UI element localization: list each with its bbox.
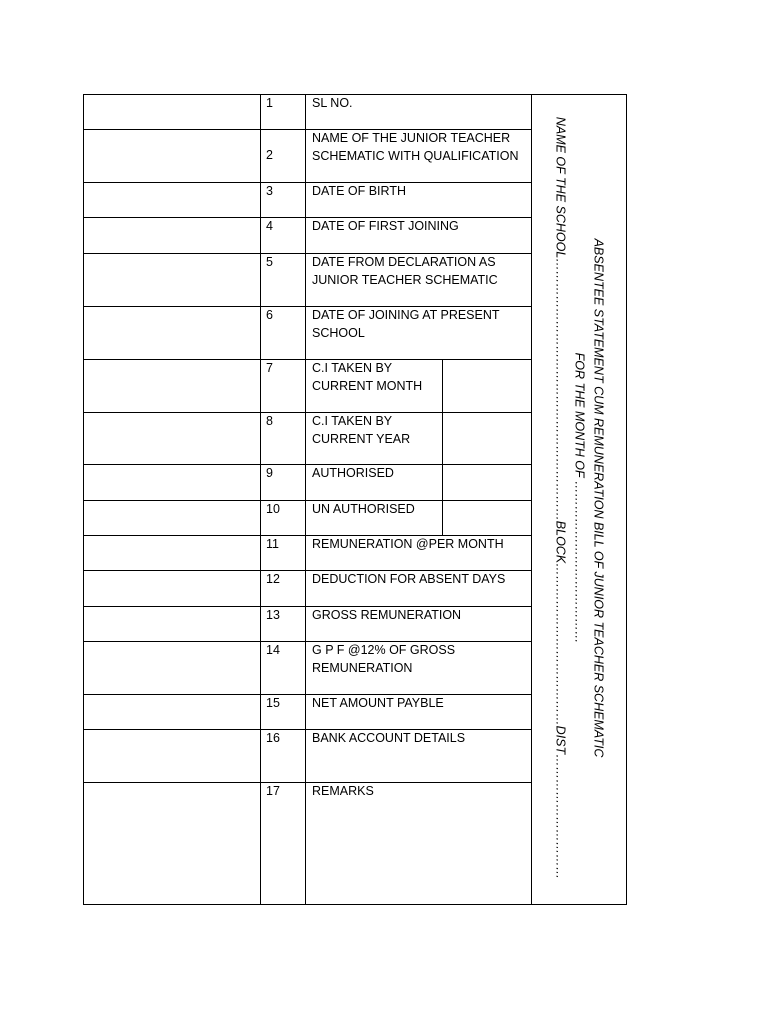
sl-number: 17 <box>266 784 280 798</box>
form-title-line2: FOR THE MONTH OF ………………………………… <box>572 352 587 644</box>
entry-cell[interactable] <box>84 218 260 253</box>
row-label: G P F @12% OF GROSS <box>312 643 456 657</box>
row-label: SL NO. <box>312 96 353 110</box>
sl-number: 16 <box>266 731 280 745</box>
sl-number: 8 <box>266 414 273 428</box>
row-label: REMARKS <box>312 784 374 798</box>
entry-cell[interactable] <box>84 465 260 500</box>
sl-number: 2 <box>266 148 273 162</box>
row-label: DATE OF JOINING AT PRESENT <box>312 308 500 322</box>
row-label: C.I TAKEN BY <box>312 361 393 375</box>
entry-cell[interactable] <box>84 642 260 694</box>
entry-cell[interactable] <box>84 571 260 606</box>
row-label: NAME OF THE JUNIOR TEACHER <box>312 131 511 145</box>
sl-number: 15 <box>266 696 280 710</box>
entry-cell[interactable] <box>84 254 260 306</box>
row-label: REMUNERATION @PER MONTH <box>312 537 504 551</box>
row-label: SCHOOL <box>312 325 365 340</box>
row-label: JUNIOR TEACHER SCHEMATIC <box>312 272 498 287</box>
row-label: REMUNERATION <box>312 660 413 675</box>
row-label: DATE OF BIRTH <box>312 184 406 198</box>
row-label: AUTHORISED <box>312 466 394 480</box>
entry-cell[interactable] <box>84 360 260 412</box>
table-border-right <box>626 94 627 905</box>
column-divider-ci <box>442 359 443 536</box>
sl-number: 13 <box>266 608 280 622</box>
sl-number: 9 <box>266 466 273 480</box>
row-label: CURRENT YEAR <box>312 431 411 446</box>
sl-number: 7 <box>266 361 273 375</box>
row-label: CURRENT MONTH <box>312 378 423 393</box>
row-label: C.I TAKEN BY <box>312 414 393 428</box>
row-label: DEDUCTION FOR ABSENT DAYS <box>312 572 506 586</box>
row-label: BANK ACCOUNT DETAILS <box>312 731 466 745</box>
form-title-line3: NAME OF THE SCHOOL………………………………………………………BLOCK…………………………………DIST………………………… <box>553 116 568 880</box>
row-label: DATE OF FIRST JOINING <box>312 219 459 233</box>
table-border-bottom <box>83 904 627 905</box>
entry-cell[interactable] <box>84 307 260 359</box>
sl-number: 12 <box>266 572 280 586</box>
entry-cell[interactable] <box>84 730 260 782</box>
form-title-line1: ABSENTEE STATEMENT CUM REMUNERATION BILL OF JUNIOR TEACHER SCHEMATIC <box>591 238 606 758</box>
sl-number: 6 <box>266 308 273 322</box>
entry-cell[interactable] <box>84 536 260 570</box>
sl-number: 14 <box>266 643 280 657</box>
entry-cell[interactable] <box>84 783 260 904</box>
row-label: SCHEMATIC WITH QUALIFICATION <box>312 148 519 163</box>
entry-cell[interactable] <box>84 183 260 217</box>
entry-cell[interactable] <box>84 501 260 535</box>
row-label: GROSS REMUNERATION <box>312 608 462 622</box>
sl-number: 4 <box>266 219 273 233</box>
form-title <box>551 117 608 879</box>
row-label: UN AUTHORISED <box>312 502 415 516</box>
entry-cell[interactable] <box>84 130 260 182</box>
row-label: NET AMOUNT PAYBLE <box>312 696 444 710</box>
sl-number: 11 <box>266 537 279 551</box>
row-label: DATE FROM DECLARATION AS <box>312 255 496 269</box>
sl-number: 10 <box>266 502 280 516</box>
sl-number: 3 <box>266 184 273 198</box>
sl-number: 1 <box>266 96 273 110</box>
sl-number: 5 <box>266 255 273 269</box>
entry-cell[interactable] <box>84 695 260 729</box>
entry-cell[interactable] <box>84 607 260 641</box>
entry-cell[interactable] <box>84 95 260 129</box>
entry-cell[interactable] <box>84 413 260 464</box>
